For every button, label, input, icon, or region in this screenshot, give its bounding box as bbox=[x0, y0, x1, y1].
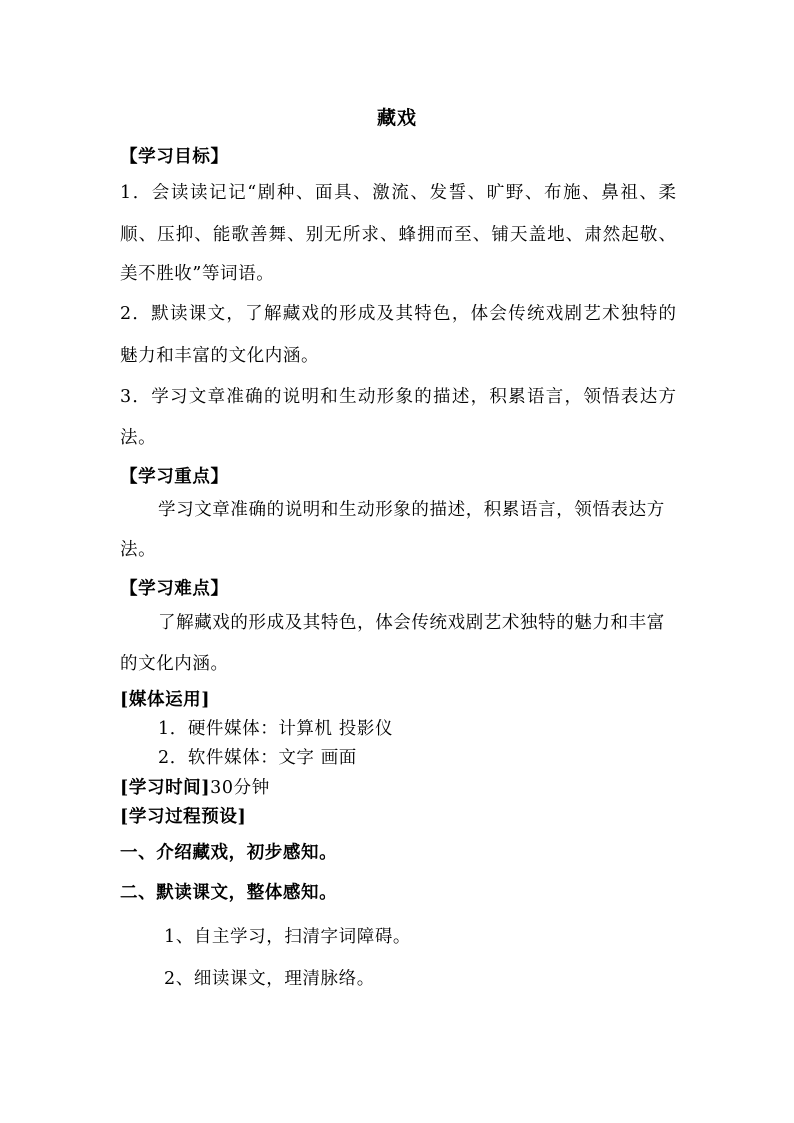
difficulties-heading: 【学习难点】 bbox=[120, 579, 229, 599]
step-2-item-1: 1、自主学习，扫清字词障碍。 bbox=[164, 927, 412, 947]
objective-3-line-1: 3．学习文章准确的说明和生动形象的描述，积累语言，领悟表达方 bbox=[120, 387, 678, 407]
time-heading: [学习时间] bbox=[120, 778, 211, 798]
key-points-heading: 【学习重点】 bbox=[120, 467, 229, 487]
objectives-heading: 【学习目标】 bbox=[120, 147, 229, 167]
media-item-1: 1．硬件媒体：计算机 投影仪 bbox=[158, 719, 394, 739]
objective-1-line-3: 美不胜收”等词语。 bbox=[120, 264, 275, 284]
time-row bbox=[120, 775, 270, 801]
objective-2-line-2: 魅力和丰富的文化内涵。 bbox=[120, 346, 320, 366]
key-points-line-2: 法。 bbox=[120, 540, 157, 560]
step-2: 二、默读课文，整体感知。 bbox=[120, 883, 338, 903]
objective-1-line-1: 1．会读读记记“剧种、面具、激流、发誓、旷野、布施、鼻祖、柔 bbox=[120, 183, 678, 203]
step-2-item-2: 2、细读课文，理清脉络。 bbox=[164, 969, 375, 989]
key-points-line-1: 学习文章准确的说明和生动形象的描述，积累语言，领悟表达方 bbox=[158, 500, 665, 520]
time-value: 30分钟 bbox=[210, 778, 270, 798]
media-heading: [媒体运用] bbox=[120, 690, 211, 710]
difficulties-line-2: 的文化内涵。 bbox=[120, 654, 229, 674]
media-item-2: 2．软件媒体：文字 画面 bbox=[158, 748, 357, 768]
document-title: 藏戏 bbox=[376, 107, 417, 129]
difficulties-line-1: 了解藏戏的形成及其特色，体会传统戏剧艺术独特的魅力和丰富 bbox=[158, 613, 665, 633]
objective-3-line-2: 法。 bbox=[120, 428, 157, 448]
objective-2-line-1: 2．默读课文，了解藏戏的形成及其特色，体会传统戏剧艺术独特的 bbox=[120, 304, 678, 324]
process-heading: [学习过程预设] bbox=[120, 807, 247, 827]
objective-1-line-2: 顺、压抑、能歌善舞、别无所求、蜂拥而至、铺天盖地、肃然起敬、 bbox=[120, 225, 678, 245]
step-1: 一、介绍藏戏，初步感知。 bbox=[120, 843, 338, 863]
